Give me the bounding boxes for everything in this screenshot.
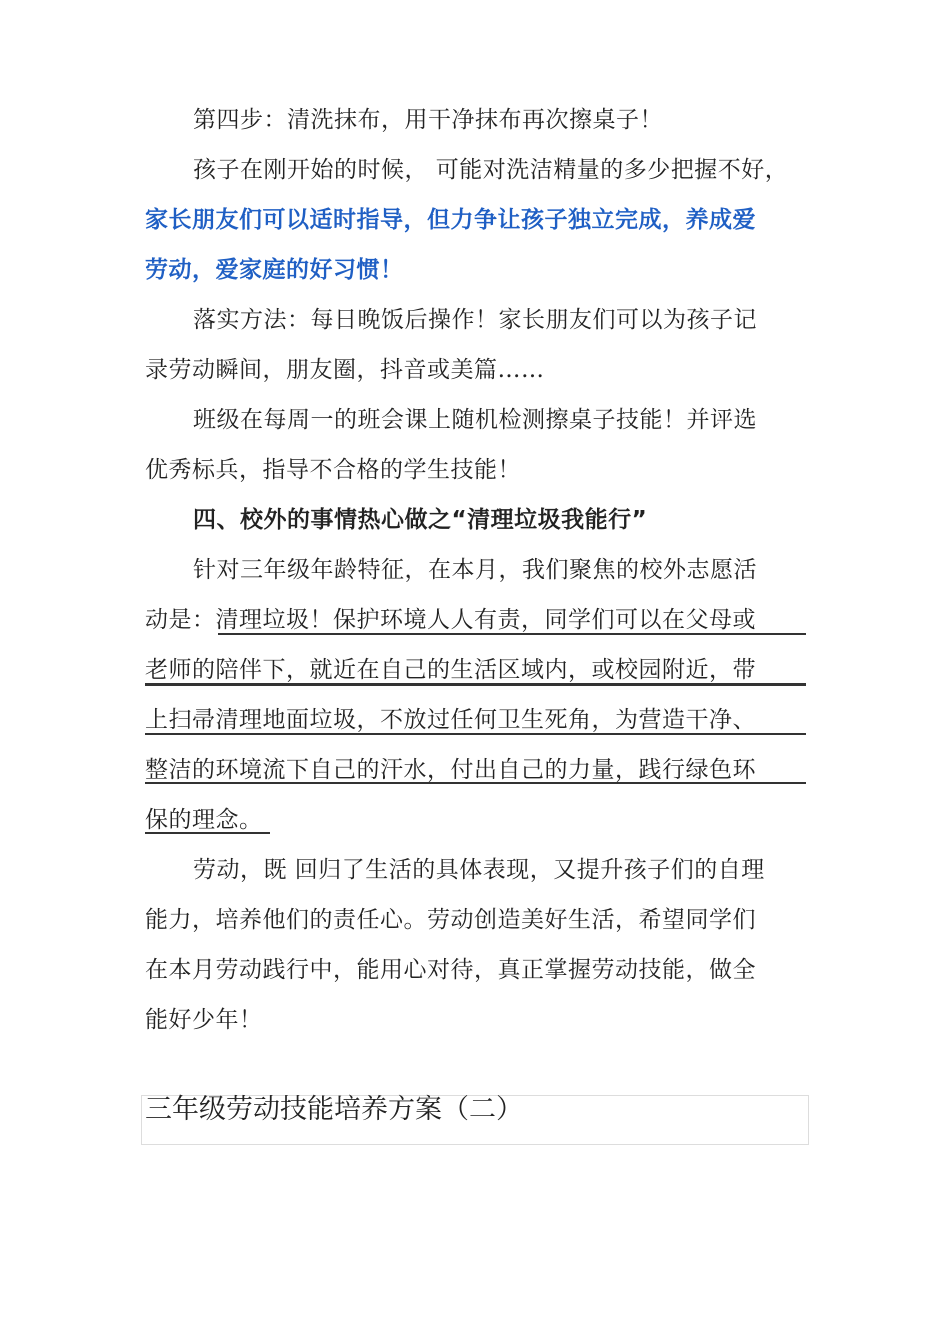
paragraph-step-four: 第四步：清洗抹布，用干净抹布再次擦桌子！ <box>193 107 663 133</box>
paragraph-line: 针对三年级年龄特征，在本月，我们聚焦的校外志愿活 <box>193 557 757 583</box>
section-title: 三年级劳动技能培养方案（二） <box>145 1094 523 1125</box>
underlined-paragraph-line: 整洁的环境流下自己的汗水，付出自己的力量，践行绿色环 <box>145 757 756 783</box>
underlined-paragraph-line: 老师的陪伴下，就近在自己的生活区域内，或校园附近，带 <box>145 657 756 683</box>
paragraph-line: 能好少年！ <box>145 1007 263 1033</box>
underline-rule <box>145 782 806 784</box>
underline-rule <box>218 633 806 635</box>
underline-rule <box>145 683 806 686</box>
underlined-paragraph-line: 保的理念。 <box>145 807 263 833</box>
paragraph-line: 孩子在刚开始的时候， 可能对洗洁精量的多少把握不好， <box>193 157 789 183</box>
paragraph-line: 优秀标兵，指导不合格的学生技能！ <box>145 457 521 483</box>
paragraph-line: 班级在每周一的班会课上随机检测擦桌子技能！并评选 <box>193 407 757 433</box>
paragraph-line: 劳动，既 回归了生活的具体表现，又提升孩子们的自理 <box>193 857 765 883</box>
underline-rule <box>145 832 270 834</box>
paragraph-line: 落实方法：每日晚饭后操作！家长朋友们可以为孩子记 <box>193 307 757 333</box>
underlined-paragraph-line: 上扫帚清理地面垃圾，不放过任何卫生死角，为营造干净、 <box>145 707 756 733</box>
section-heading-four: 四、校外的事情热心做之“清理垃圾我能行” <box>193 507 648 533</box>
highlighted-guidance-line: 劳动，爱家庭的好习惯！ <box>145 257 404 283</box>
highlighted-guidance-line: 家长朋友们可以适时指导，但力争让孩子独立完成，养成爱 <box>145 207 756 233</box>
paragraph-line: 录劳动瞬间，朋友圈，抖音或美篇…… <box>145 357 545 383</box>
underlined-paragraph-line: 动是：清理垃圾！保护环境人人有责，同学们可以在父母或 <box>145 607 756 633</box>
underline-rule <box>145 733 806 735</box>
paragraph-line: 在本月劳动践行中，能用心对待，真正掌握劳动技能，做全 <box>145 957 756 983</box>
paragraph-line: 能力，培养他们的责任心。劳动创造美好生活，希望同学们 <box>145 907 756 933</box>
